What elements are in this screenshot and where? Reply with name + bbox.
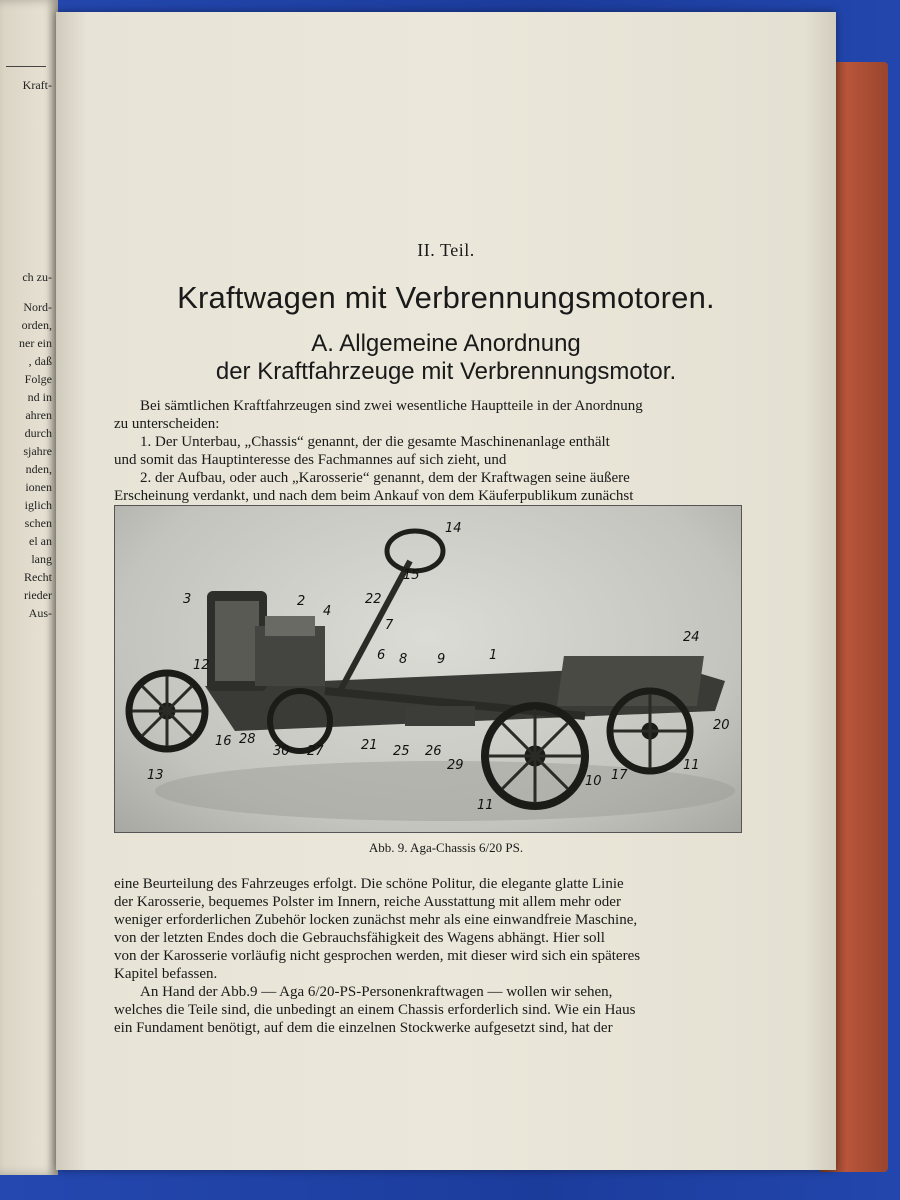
figure-label: 21 [361, 738, 378, 753]
intro-line: Bei sämtlichen Kraftfahrzeugen sind zwei wesentliche Hauptteile in der Anordnung [140, 398, 643, 414]
figure-label: 7 [385, 618, 394, 633]
body-line: von der Karosserie vorläufig nicht gesprochen werden, mit dieser wird sich ein späteres [114, 948, 641, 964]
main-page [56, 12, 836, 1170]
left-page [0, 0, 58, 1175]
figure-label: 12 [193, 658, 210, 673]
figure-label: 28 [239, 732, 256, 747]
left-line: Folge [24, 372, 52, 386]
figure-label: 8 [399, 652, 408, 667]
figure-label: 11 [477, 798, 494, 813]
figure-label: 24 [683, 630, 700, 645]
figure-label: 22 [365, 592, 382, 607]
intro-line: 2. der Aufbau, oder auch „Karosserie“ genannt, dem der Kraftwagen seine äußere [140, 470, 630, 486]
figure-label: 4 [323, 604, 332, 619]
body-line: eine Beurteilung des Fahrzeuges erfolgt. Die schöne Politur, die elegante glatte Linie [114, 876, 624, 892]
left-line: ahren [25, 408, 52, 422]
figure-label: 17 [611, 768, 628, 783]
figure-label: 16 [215, 734, 232, 749]
figure-label: 27 [307, 744, 324, 759]
figure-label: 11 [683, 758, 700, 773]
left-line: Aus- [28, 606, 52, 620]
left-line: schen [24, 516, 52, 530]
body-line: von der letzten Endes doch die Gebrauchsfähigkeit des Wagens abhängt. Hier soll [114, 930, 605, 946]
left-line: iglich [24, 498, 52, 512]
figure-caption: Abb. 9. Aga-Chassis 6/20 PS. [368, 840, 524, 855]
chapter-title: Kraftwagen mit Verbrennungsmotoren. [177, 280, 715, 315]
left-page-rule [6, 66, 46, 67]
left-line: durch [24, 426, 52, 440]
body-line: Kapitel befassen. [114, 966, 218, 982]
body-line: welches die Teile sind, die unbedingt an einem Chassis erforderlich sind. Wie ein Haus [114, 1002, 636, 1018]
figure-label: 10 [585, 774, 602, 789]
body-line: der Karosserie, bequemes Polster im Innern, reiche Ausstattung mit allem mehr oder [114, 894, 621, 910]
figure-label: 15 [403, 568, 420, 583]
left-line: ner ein [19, 336, 52, 350]
figure-label: 2 [297, 594, 306, 609]
left-line: ch zu- [22, 270, 52, 284]
left-line: Nord- [23, 300, 52, 314]
left-line: Recht [24, 570, 52, 584]
figure-label: 3 [183, 592, 192, 607]
figure-label: 25 [393, 744, 410, 759]
left-line: ionen [25, 480, 52, 494]
body-line: weniger erforderlichen Zubehör locken zunächst mehr als eine einwandfreie Maschine, [114, 912, 638, 928]
intro-line: Erscheinung verdankt, und nach dem beim Ankauf von dem Käuferpublikum zunächst [114, 488, 634, 504]
left-line: Kraft- [22, 78, 52, 92]
figure-label: 14 [445, 521, 462, 536]
figure-label: 20 [713, 718, 730, 733]
left-line: sjahre [23, 444, 52, 458]
left-line: nd in [27, 390, 52, 404]
left-line: orden, [21, 318, 52, 332]
figure-label: 13 [147, 768, 164, 783]
left-line: lang [31, 552, 52, 566]
figure-label: 26 [425, 744, 442, 759]
figure-label: 9 [437, 652, 446, 667]
section-heading-line2: der Kraftfahrzeuge mit Verbrennungsmotor. [215, 358, 677, 385]
part-heading: II. Teil. [417, 240, 475, 260]
intro-line: zu unterscheiden: [114, 416, 220, 432]
left-line: nden, [25, 462, 52, 476]
figure-label: 1 [489, 648, 498, 663]
left-line: el an [29, 534, 52, 548]
intro-line: 1. Der Unterbau, „Chassis“ genannt, der die gesamte Maschinenanlage enthält [140, 434, 610, 450]
section-heading-line1: A. Allgemeine Anordnung [311, 330, 581, 357]
body-line: An Hand der Abb.9 — Aga 6/20-PS-Personenkraftwagen — wollen wir sehen, [140, 984, 613, 1000]
figure-label: 6 [377, 648, 386, 663]
left-line: , daß [28, 354, 52, 368]
figure-label: 29 [447, 758, 464, 773]
left-line: rieder [24, 588, 52, 602]
body-line: ein Fundament benötigt, auf dem die einzelnen Stockwerke aufgesetzt sind, hat der [114, 1020, 613, 1036]
figure-label: 30 [273, 744, 290, 759]
intro-line: und somit das Hauptinteresse des Fachmannes auf sich zieht, und [114, 452, 507, 468]
chassis-photo [114, 505, 742, 833]
